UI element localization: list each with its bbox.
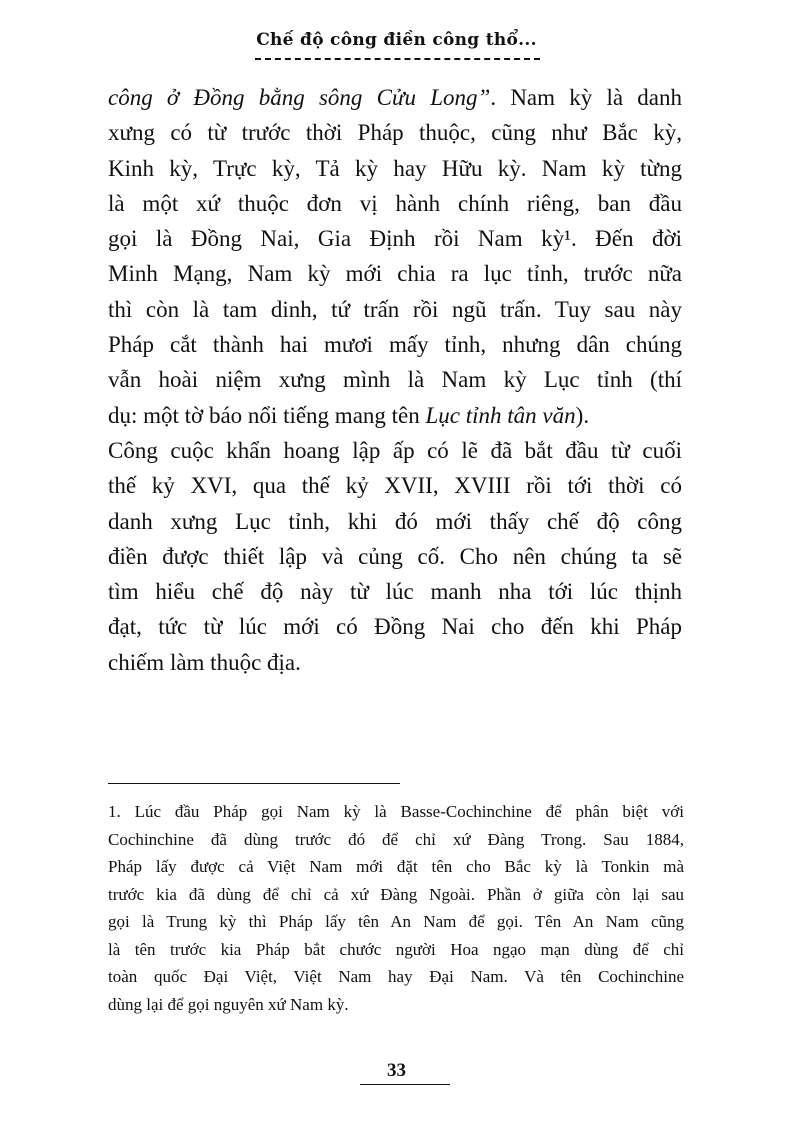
- footnote-divider: [108, 783, 400, 784]
- text-segment: Minh Mạng, Nam kỳ mới chia ra lục tỉnh, trước nữa: [108, 261, 682, 287]
- body-line: [108, 362, 682, 397]
- footnote-line: là tên trước kia Pháp bắt chước người Hoa ngạo mạn dùng để chỉ: [108, 939, 684, 959]
- footnote-line: Cochinchine đã dùng trước đó để chỉ xứ Đàng Trong. Sau 1884,: [108, 829, 684, 849]
- body-line: [108, 645, 682, 680]
- body-line: [108, 221, 682, 256]
- text-segment: Pháp cắt thành hai mươi mấy tỉnh, nhưng dân chúng: [108, 332, 682, 358]
- text-segment: đạt, tức từ lúc mới có Đồng Nai cho đến khi Pháp: [108, 614, 682, 640]
- body-text: [108, 80, 682, 680]
- footnote-line: 1. Lúc đầu Pháp gọi Nam kỳ là Basse-Cochinchine để phân biệt với: [108, 802, 684, 821]
- body-line: [108, 433, 682, 468]
- body-line: [108, 327, 682, 362]
- header-divider: [255, 58, 540, 60]
- text-segment: Kinh kỳ, Trực kỳ, Tả kỳ hay Hữu kỳ. Nam kỳ từng: [108, 155, 682, 181]
- body-line: [108, 398, 682, 433]
- footnote-line: dùng lại để gọi nguyên xứ Nam kỳ.: [108, 994, 349, 1014]
- text-segment: thế kỷ XVI, qua thế kỷ XVII, XVIII rồi tới thời có: [108, 473, 682, 499]
- text-segment: xưng có từ trước thời Pháp thuộc, cũng như Bắc kỳ,: [108, 120, 682, 146]
- footnote-line: gọi là Trung kỳ thì Pháp lấy tên An Nam để gọi. Tên An Nam cũng: [108, 912, 684, 931]
- body-line: [108, 115, 682, 150]
- body-line: [108, 468, 682, 503]
- body-line: [108, 539, 682, 574]
- body-line: [108, 504, 682, 539]
- body-line: [108, 292, 682, 327]
- footnote-line: toàn quốc Đại Việt, Việt Nam hay Đại Nam. Và tên Cochinchine: [108, 967, 684, 986]
- text-segment: ).: [575, 402, 590, 428]
- italic-text: Lục tỉnh tân văn: [425, 402, 576, 428]
- footnote-line: trước kia đã dùng để chỉ cả xứ Đàng Ngoài. Phần ở giữa còn lại sau: [108, 884, 684, 904]
- text-segment: gọi là Đồng Nai, Gia Định rồi Nam kỳ¹. Đến đời: [108, 226, 682, 252]
- text-segment: dụ: một tờ báo nổi tiếng mang tên: [108, 402, 426, 428]
- body-line: [108, 574, 682, 609]
- page-number: 33: [387, 1060, 406, 1081]
- header-title: Chế độ công điền công thổ...: [256, 30, 537, 50]
- text-segment: tìm hiểu chế độ này từ lúc manh nha tới lúc thịnh: [108, 579, 682, 605]
- text-segment: Công cuộc khẩn hoang lập ấp có lẽ đã bắt đầu từ cuối: [108, 437, 682, 463]
- body-line: [108, 609, 682, 644]
- body-line: [108, 80, 682, 115]
- text-segment: chiếm làm thuộc địa.: [108, 649, 301, 675]
- body-line: [108, 186, 682, 221]
- text-segment: danh xưng Lục tỉnh, khi đó mới thấy chế độ công: [108, 508, 682, 534]
- body-line: [108, 151, 682, 186]
- page-number-ornament: [360, 1084, 450, 1085]
- italic-text: công ở Đồng bằng sông Cửu Long”: [108, 85, 491, 110]
- text-segment: thì còn là tam dinh, tứ trấn rồi ngũ trấn. Tuy sau này: [108, 296, 682, 322]
- text-segment: là một xứ thuộc đơn vị hành chính riêng, ban đầu: [108, 190, 682, 216]
- text-segment: . Nam kỳ là danh: [490, 85, 682, 110]
- footnote-line: Pháp lấy được cả Việt Nam mới đặt tên cho Bắc kỳ là Tonkin mà: [108, 857, 684, 876]
- text-segment: điền được thiết lập và củng cố. Cho nên chúng ta sẽ: [108, 543, 682, 569]
- running-header: [0, 30, 793, 50]
- text-segment: vẫn hoài niệm xưng mình là Nam kỳ Lục tỉnh (thí: [108, 367, 682, 393]
- footnote: [108, 798, 684, 1018]
- body-line: [108, 256, 682, 291]
